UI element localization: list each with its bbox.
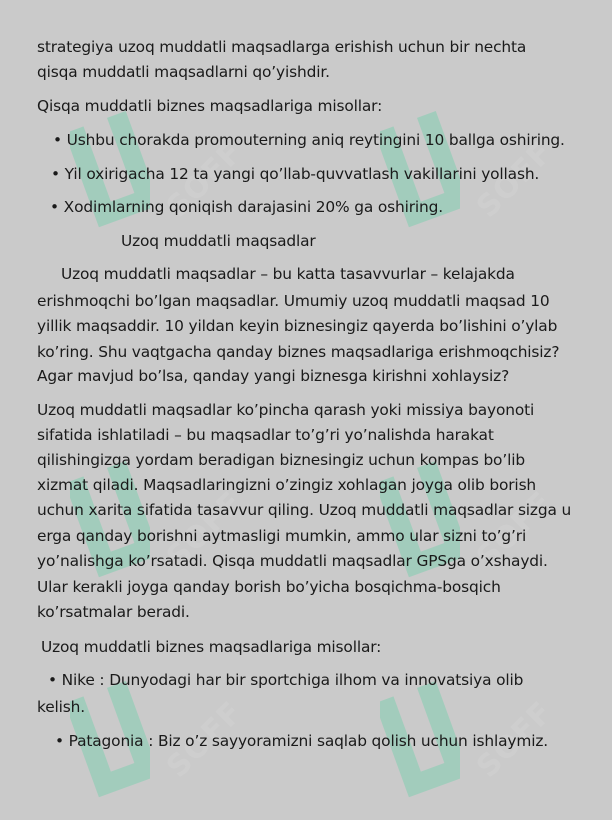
paragraph-line: erishmoqchi bo’lgan maqsadlar. Umumiy uzoq muddatli maqsad 10 [37,292,550,310]
list-item: • Ushbu chorakda promouterning aniq reytingini 10 ballga oshiring. [53,131,565,149]
paragraph-line: uchun xarita sifatida tasavvur qiling. Uzoq muddatli maqsadlar sizga u [37,501,572,519]
paragraph-line: Uzoq muddatli maqsadlar – bu katta tasavvurlar – kelajakda [61,265,515,283]
watermark-text: SOFF [160,484,250,575]
watermark-text: SOFF [160,694,250,785]
paragraph-line: Uzoq muddatli maqsadlar ko’pincha qarash yoki missiya bayonoti [37,401,535,419]
paragraph-line: ko’ring. Shu vaqtgacha qanday biznes maqsadlariga erishmoqchisiz? [37,343,560,361]
list-item: • Patagonia : Biz o’z sayyoramizni saqlab qolish uchun ishlaymiz. [55,732,548,750]
watermark-text: SOFF [470,694,560,785]
section-heading: Qisqa muddatli biznes maqsadlariga misollar: [37,97,383,115]
list-item: • Yil oxirigacha 12 ta yangi qo’llab-quvvatlash vakillarini yollash. [51,165,540,183]
paragraph-line: erga qanday borishni aytmasligi mumkin, ammo ular sizni to’g’ri [37,527,527,545]
list-item: • Xodimlarning qoniqish darajasini 20% ga oshiring. [50,198,444,216]
paragraph-line: Agar mavjud bo’lsa, qanday yangi biznesga kirishni xohlaysiz? [37,367,510,385]
section-heading: Uzoq muddatli biznes maqsadlariga misollar: [41,638,382,656]
paragraph-line: sifatida ishlatiladi – bu maqsadlar to’g’ri yo’nalishda harakat [37,426,494,444]
watermark-logo [380,70,560,250]
watermark-text: SOFF [160,134,250,225]
list-item-continuation: kelish. [37,698,85,716]
paragraph-line: qilishingizga yordam beradigan biznesingiz uchun kompas bo’lib [37,451,525,469]
paragraph-line: yillik maqsaddir. 10 yildan keyin biznesingiz qayerda bo’lishini o’ylab [37,317,558,335]
paragraph-line: Ular kerakli joyga qanday borish bo’yicha bosqichma-bosqich [37,578,501,596]
paragraph-line: xizmat qiladi. Maqsadlaringizni o’zingiz xohlagan joyga olib borish [37,476,537,494]
paragraph-line: yo’nalishga ko’rsatadi. Qisqa muddatli maqsadlar GPSga o’xshaydi. [37,552,548,570]
watermark-text: SOFF [470,484,560,575]
paragraph-line: ko’rsatmalar beradi. [37,603,190,621]
watermark-text: SOFF [470,134,560,225]
section-heading: Uzoq muddatli maqsadlar [121,232,316,250]
list-item: • Nike : Dunyodagi har bir sportchiga ilhom va innovatsiya olib [48,671,524,689]
paragraph-line: strategiya uzoq muddatli maqsadlarga erishish uchun bir nechta [37,38,527,56]
paragraph-line: qisqa muddatli maqsadlarni qo’yishdir. [37,63,330,81]
